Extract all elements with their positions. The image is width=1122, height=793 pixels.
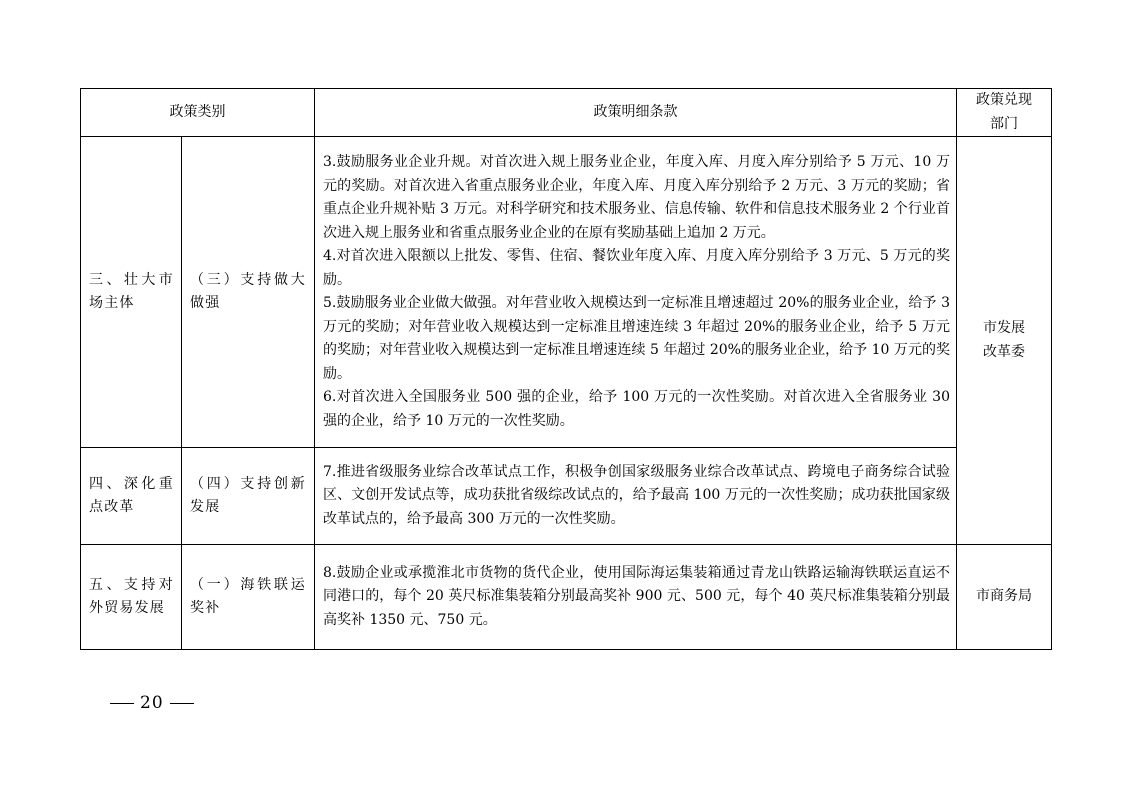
- department-cell: [957, 545, 1052, 650]
- header-row: [81, 89, 1052, 137]
- department-label: 市发展改革委: [983, 320, 1025, 360]
- detail-cell: [315, 545, 957, 650]
- table-row: [81, 545, 1052, 650]
- header-department: [957, 89, 1052, 137]
- header-department-label: 政策兑现部门: [976, 92, 1032, 132]
- category-cell: 五、支持对外贸易发展: [81, 545, 182, 650]
- table-row: [81, 137, 1052, 448]
- page-number: [104, 693, 200, 713]
- policy-item: 6.对首次进入全国服务业 500 强的企业，给予 100 万元的一次性奖励。对首次进入全省服务业 30 强的企业，给予 10 万元的一次性奖励。: [323, 389, 950, 429]
- policy-item: 4.对首次进入限额以上批发、零售、住宿、餐饮业年度入库、月度入库分别给予 3 万元、5 万元的奖励。: [323, 248, 950, 288]
- policy-item: 5.鼓励服务业企业做大做强。对年营业收入规模达到一定标准且增速超过 20%的服务业企业，给予 3 万元的奖励；对年营业收入规模达到一定标准且增速连续 3 年超过 20%的服务业企业，给予 5 万元的奖励；对年营业收入规模达到一定标准且增速连续 5 年超过 20%的服务业企业，给予 10 万元的奖励。: [323, 295, 950, 382]
- detail-cell: [315, 137, 957, 448]
- header-detail: 政策明细条款: [315, 89, 957, 137]
- policy-item: 7.推进省级服务业综合改革试点工作，积极争创国家级服务业综合改革试点、跨境电子商务综合试验区、文创开发试点等，成功获批省级综改试点的，给予最高 100 万元的一次性奖励；成功获批国家级改革试点的，给予最高 300 万元的一次性奖励。: [323, 463, 950, 527]
- subcategory-cell: （一）海铁联运奖补: [182, 545, 315, 650]
- department-label: 市商务局: [976, 588, 1032, 605]
- page-dash-right: [170, 703, 194, 704]
- subcategory-cell: （三）支持做大做强: [182, 137, 315, 448]
- header-category: 政策类别: [81, 89, 315, 137]
- page-dash-left: [110, 703, 134, 704]
- category-cell: 四、深化重点改革: [81, 448, 182, 545]
- category-cell: 三、壮大市场主体: [81, 137, 182, 448]
- table-row: [81, 448, 1052, 545]
- department-cell: [957, 137, 1052, 545]
- detail-cell: [315, 448, 957, 545]
- policy-item: 3.鼓励服务业企业升规。对首次进入规上服务业企业，年度入库、月度入库分别给予 5 万元、10 万元的奖励。对首次进入省重点服务业企业，年度入库、月度入库分别给予 2 万元、3 万元的奖励；省重点企业升规补贴 3 万元。对科学研究和技术服务业、信息传输、软件和信息技术服务业 2 个行业首次进入规上服务业和省重点服务业企业的在原有奖励基础上追加 2 万元。: [323, 154, 950, 241]
- policy-table: [80, 88, 1052, 650]
- policy-item: 8.鼓励企业或承揽淮北市货物的货代企业，使用国际海运集装箱通过青龙山铁路运输海铁联运直运不同港口的，每个 20 英尺标准集装箱分别最高奖补 900 元、500 元，每个 40 英尺标准集装箱分别最高奖补 1350 元、750 元。: [323, 564, 950, 628]
- page-number-value: 20: [140, 693, 164, 713]
- subcategory-cell: （四）支持创新发展: [182, 448, 315, 545]
